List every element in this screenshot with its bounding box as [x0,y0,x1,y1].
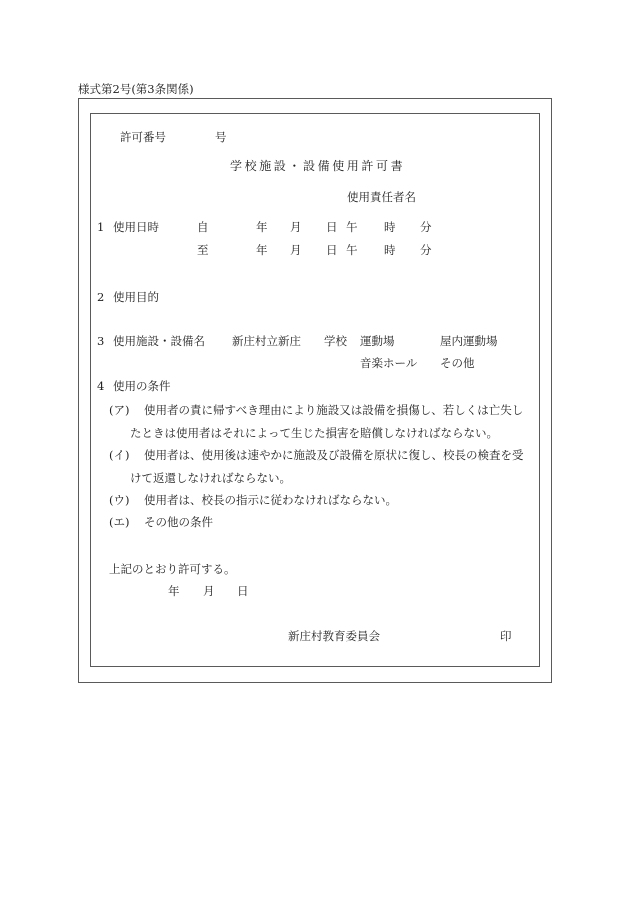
item-number-purpose: 2 [97,290,105,304]
seal-mark: 印 [500,629,512,643]
condition-marker: (イ) [109,448,130,462]
facility-option: その他 [440,356,475,370]
responsible-person-label: 使用責任者名 [347,190,416,204]
condition-text: けて返還しなければならない。 [130,471,291,485]
date-to-year: 年 [256,243,268,257]
date-from-hour: 時 [384,220,396,234]
date-from-marker: 自 [197,220,209,234]
approval-statement: 上記のとおり許可する。 [109,562,236,576]
condition-text: その他の条件 [144,515,213,529]
date-from-ampm: 午 [346,220,358,234]
approval-year: 年 [168,584,180,598]
item-number-date: 1 [97,220,105,234]
approval-day: 日 [237,584,249,598]
item-label-conditions: 使用の条件 [113,379,171,393]
item-number-conditions: 4 [97,379,105,393]
condition-text: 使用者の責に帰すべき理由により施設又は設備を損傷し、若しくは亡失し [144,403,524,417]
facility-option: 音楽ホール [360,356,418,370]
condition-marker: (ア) [109,403,130,417]
condition-text: 使用者は、校長の指示に従わなければならない。 [144,493,397,507]
date-to-minute: 分 [420,243,432,257]
document-title: 学校施設・設備使用許可書 [230,159,406,173]
condition-text: たときは使用者はそれによって生じた損害を賠償しなければならない。 [130,426,498,440]
date-to-hour: 時 [384,243,396,257]
item-label-date: 使用日時 [113,220,159,234]
form-label: 様式第2号(第3条関係) [78,82,194,96]
date-to-month: 月 [290,243,302,257]
date-to-ampm: 午 [346,243,358,257]
approval-month: 月 [203,584,215,598]
school-prefix: 新庄村立新庄 [232,334,301,348]
date-from-month: 月 [290,220,302,234]
date-from-year: 年 [256,220,268,234]
school-suffix: 学校 [324,334,347,348]
condition-text: 使用者は、使用後は速やかに施設及び設備を原状に復し、校長の検査を受 [144,448,524,462]
permit-number-suffix: 号 [215,130,227,144]
date-from-day: 日 [326,220,338,234]
condition-marker: (エ) [109,515,130,529]
condition-marker: (ウ) [109,493,130,507]
item-number-facility: 3 [97,334,105,348]
date-from-minute: 分 [420,220,432,234]
issuer-name: 新庄村教育委員会 [288,629,380,643]
facility-option: 屋内運動場 [440,334,498,348]
date-to-day: 日 [326,243,338,257]
facility-option: 運動場 [360,334,395,348]
item-label-facility: 使用施設・設備名 [113,334,205,348]
item-label-purpose: 使用目的 [113,290,159,304]
permit-number-label: 許可番号 [120,130,166,144]
date-to-marker: 至 [197,243,209,257]
